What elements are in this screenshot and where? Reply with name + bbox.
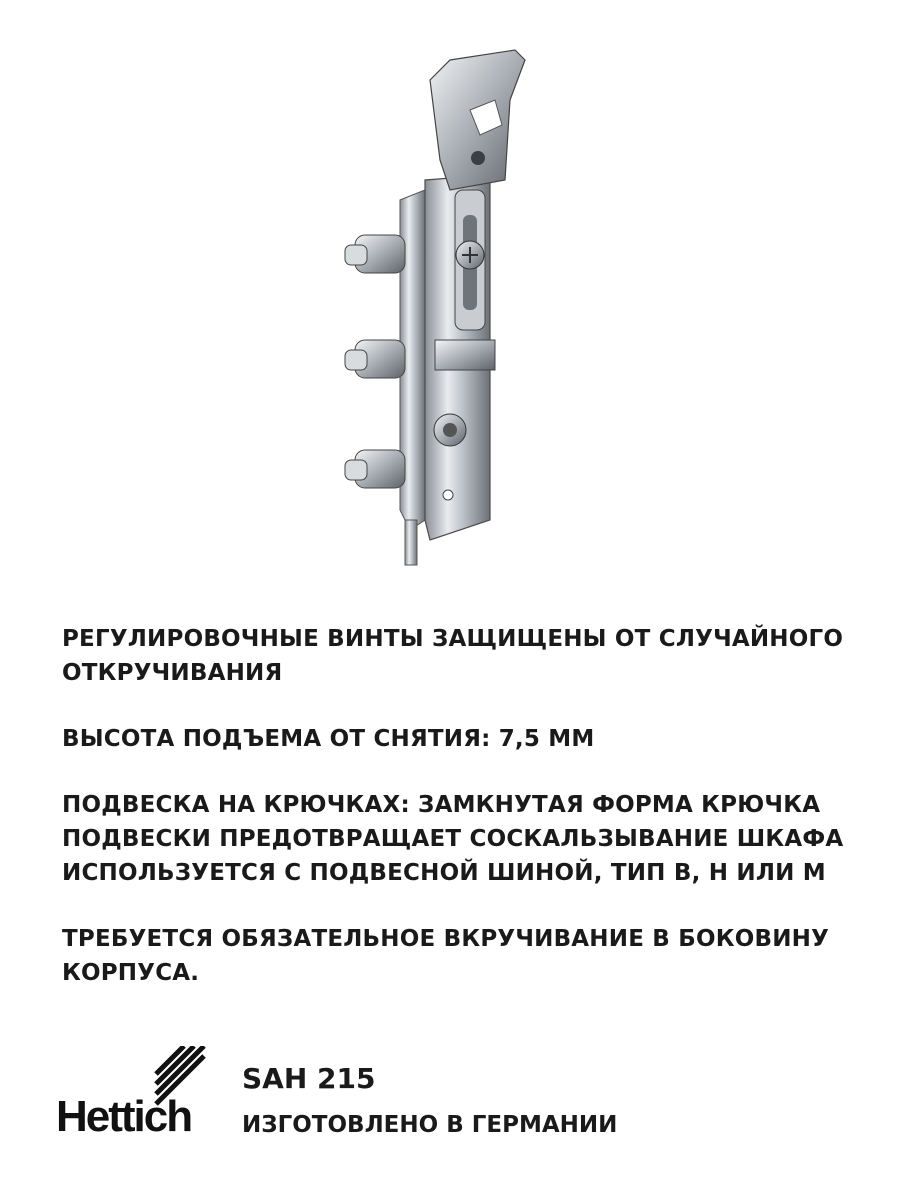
country-of-origin: ИЗГОТОВЛЕНО В ГЕРМАНИИ: [242, 1112, 618, 1138]
feature-hook-suspension: ПОДВЕСКА НА КРЮЧКАХ: ЗАМКНУТАЯ ФОРМА КРЮЧКА ПОДВЕСКИ ПРЕДОТВРАЩАЕТ СОСКАЛЬЗЫВАНИЕ ШКАФА ИСПОЛЬЗУЕТСЯ С ПОДВЕСНОЙ ШИНОЙ, ТИП B, H ИЛИ M: [62, 792, 844, 886]
product-image: [330, 40, 570, 580]
feature-lift-height: ВЫСОТА ПОДЪЕМА ОТ СНЯТИЯ: 7,5 ММ: [62, 726, 595, 752]
brand-name: Hettich: [56, 1092, 192, 1141]
feature-adjusting-screws: РЕГУЛИРОВОЧНЫЕ ВИНТЫ ЗАЩИЩЕНЫ ОТ СЛУЧАЙНОГО ОТКРУЧИВАНИЯ: [62, 626, 844, 686]
hettich-logo: [56, 1040, 216, 1150]
model-number: SAH 215: [242, 1062, 376, 1095]
feature-list: [62, 622, 862, 1022]
footer: [56, 1040, 856, 1150]
feature-screwing-required: ТРЕБУЕТСЯ ОБЯЗАТЕЛЬНОЕ ВКРУЧИВАНИЕ В БОКОВИНУ КОРПУСА.: [62, 926, 830, 986]
